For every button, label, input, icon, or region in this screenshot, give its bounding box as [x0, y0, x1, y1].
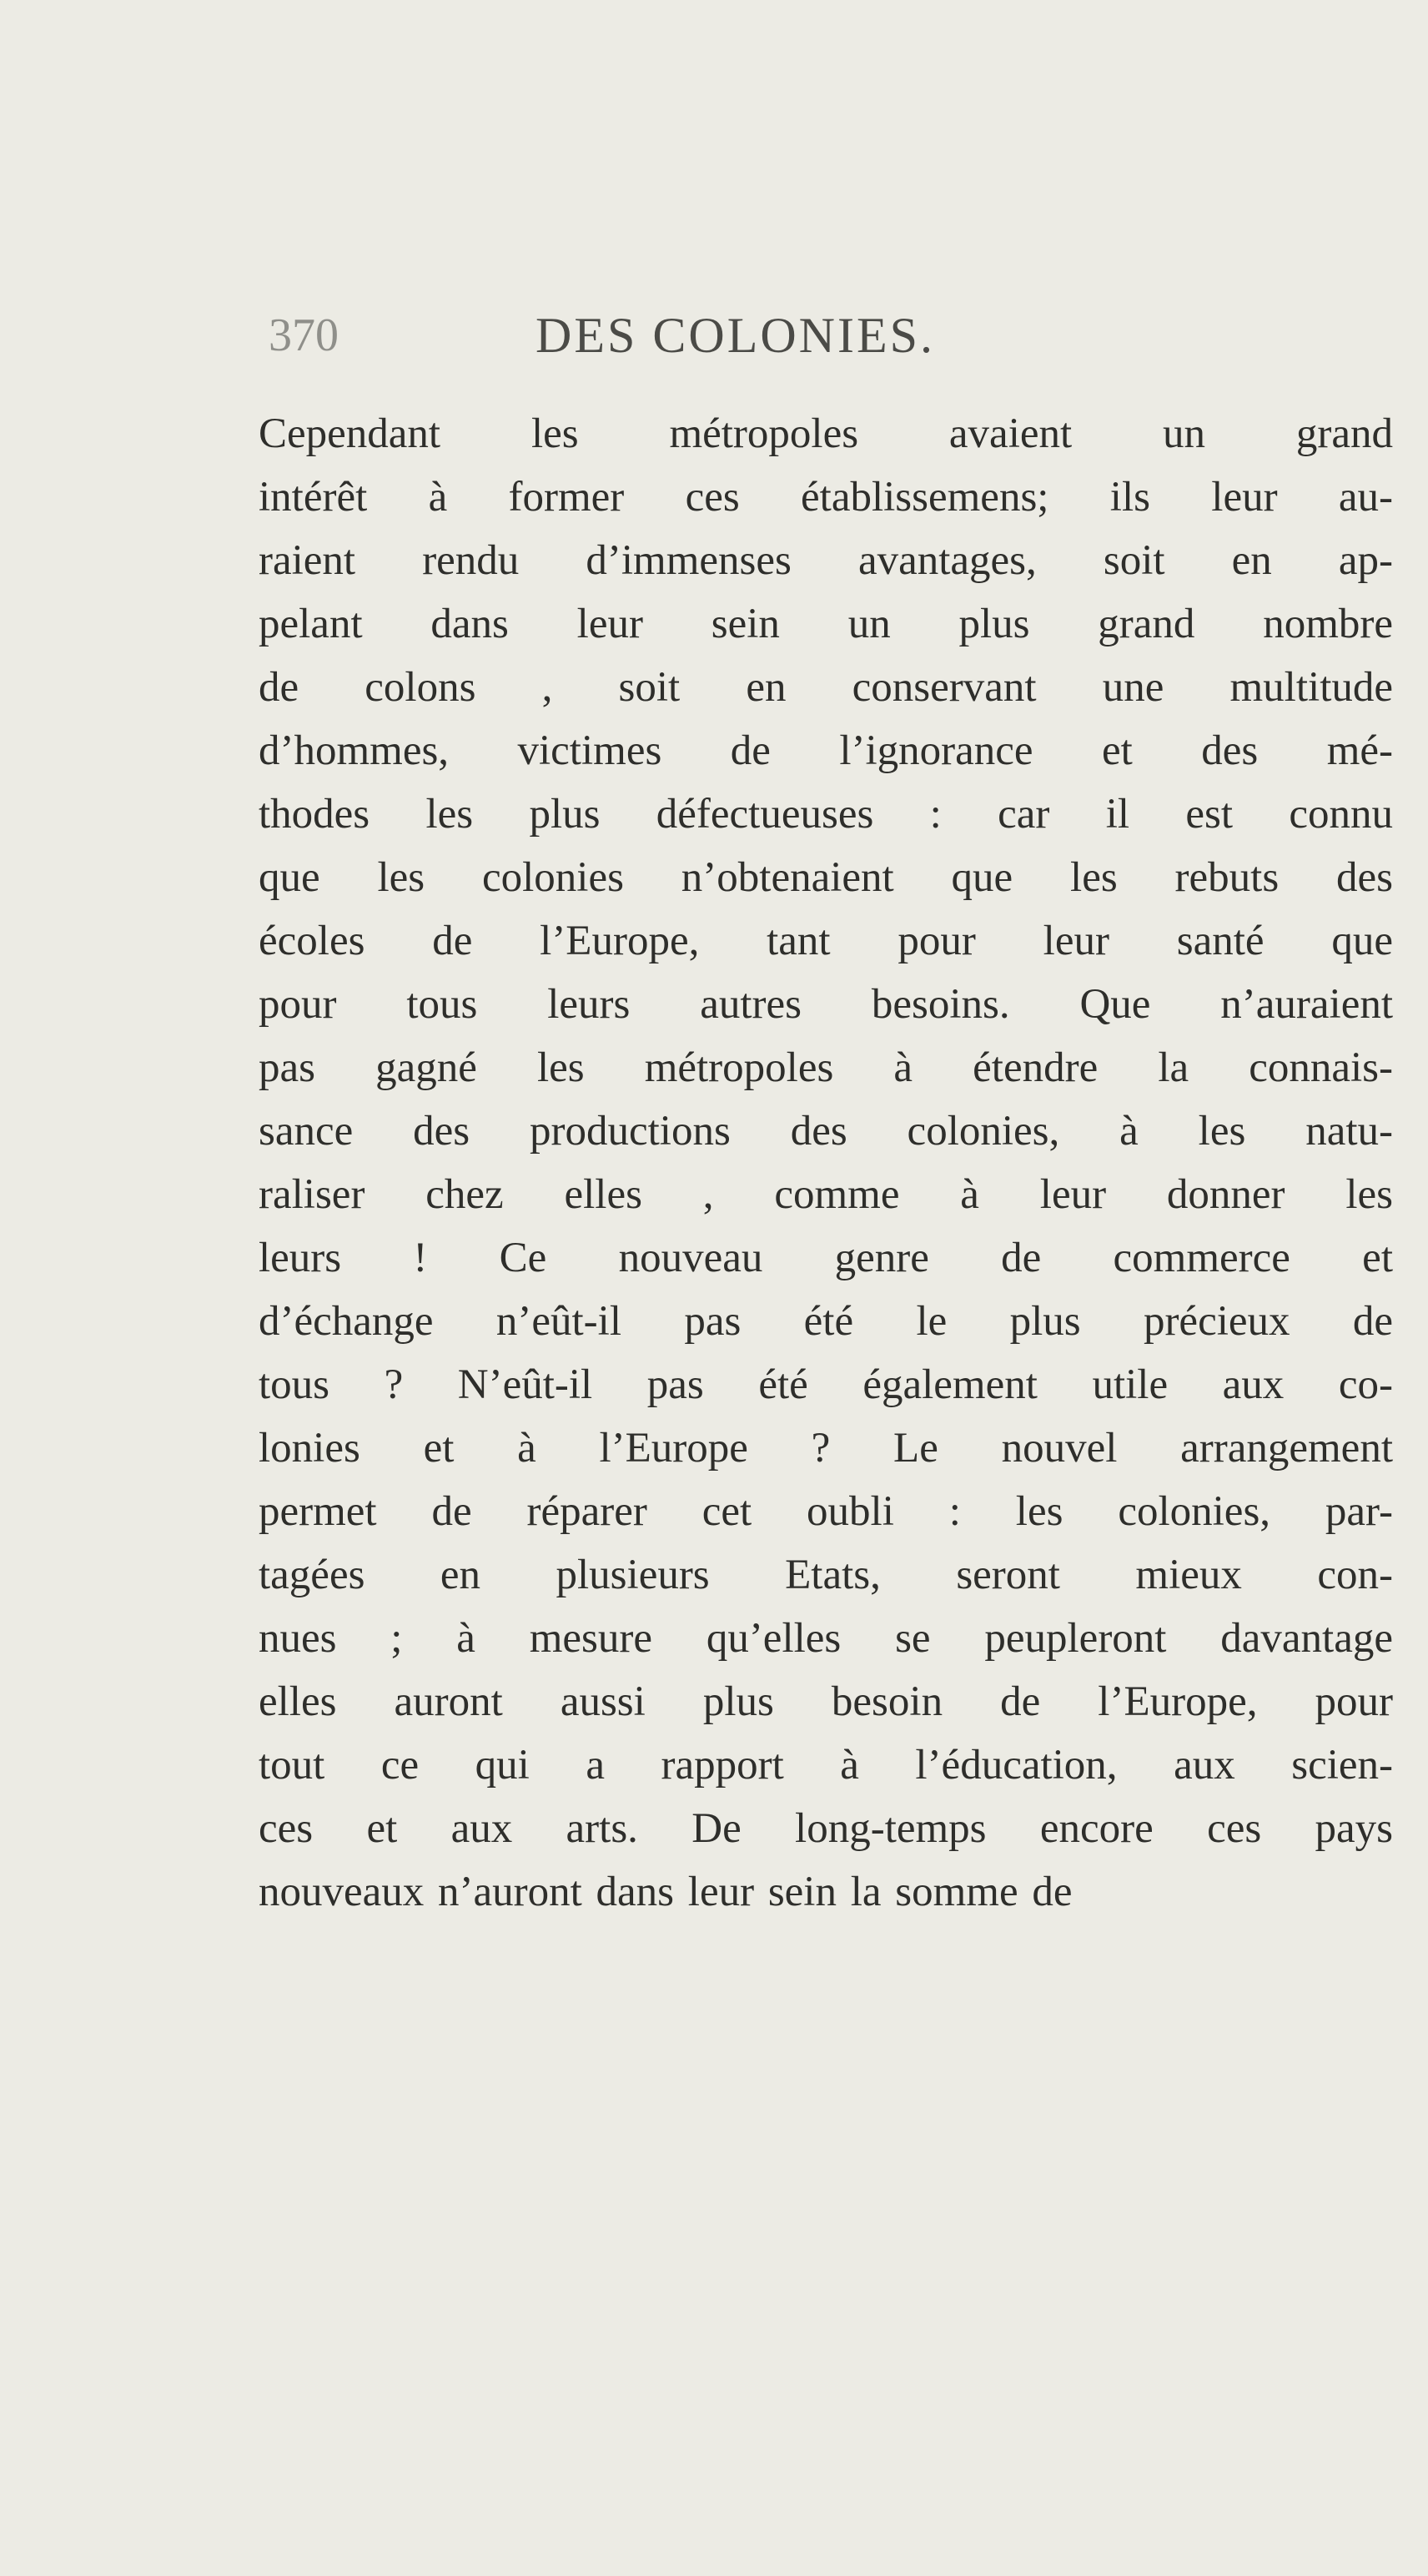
page-number: 370 — [269, 309, 339, 361]
text-line: sance des productions des colonies, à les natu- — [259, 1108, 1393, 1155]
text-line: écoles de l’Europe, tant pour leur santé que — [259, 918, 1393, 964]
text-line: permet de réparer cet oubli : les colonies, par- — [259, 1488, 1393, 1535]
running-head: DES COLONIES. — [536, 308, 936, 363]
text-line: tagées en plusieurs Etats, seront mieux con- — [259, 1552, 1393, 1598]
text-line: pas gagné les métropoles à étendre la connais- — [259, 1044, 1393, 1091]
text-line: nouveaux n’auront dans leur sein la somme de — [259, 1869, 1073, 1915]
text-line: raliser chez elles , comme à leur donner les — [259, 1171, 1393, 1218]
text-line: ces et aux arts. De long-temps encore ces pays — [259, 1805, 1393, 1852]
text-line: de colons , soit en conservant une multitude — [259, 664, 1393, 711]
text-line: tout ce qui a rapport à l’éducation, aux scien- — [259, 1742, 1393, 1789]
text-line: lonies et à l’Europe ? Le nouvel arrangement — [259, 1425, 1393, 1472]
text-line: elles auront aussi plus besoin de l’Europe, pour — [259, 1678, 1393, 1725]
text-line: pelant dans leur sein un plus grand nombre — [259, 601, 1393, 647]
text-line: que les colonies n’obtenaient que les rebuts des — [259, 854, 1393, 901]
text-line: pour tous leurs autres besoins. Que n’auraient — [259, 981, 1393, 1028]
text-line: Cependant les métropoles avaient un grand — [259, 410, 1393, 457]
text-line: raient rendu d’immenses avantages, soit en ap- — [259, 537, 1393, 584]
text-line: thodes les plus défectueuses : car il est connu — [259, 791, 1393, 838]
text-line: tous ? N’eût-il pas été également utile aux co- — [259, 1361, 1393, 1408]
text-line: intérêt à former ces établissemens; ils leur au- — [259, 474, 1393, 521]
text-line: leurs ! Ce nouveau genre de commerce et — [259, 1235, 1393, 1281]
body-text — [259, 402, 1393, 1924]
text-line: d’hommes, victimes de l’ignorance et des mé- — [259, 727, 1393, 774]
page-header — [269, 302, 1378, 369]
text-line: d’échange n’eût-il pas été le plus précieux de — [259, 1298, 1393, 1345]
text-line: nues ; à mesure qu’elles se peupleront davantage — [259, 1615, 1393, 1662]
